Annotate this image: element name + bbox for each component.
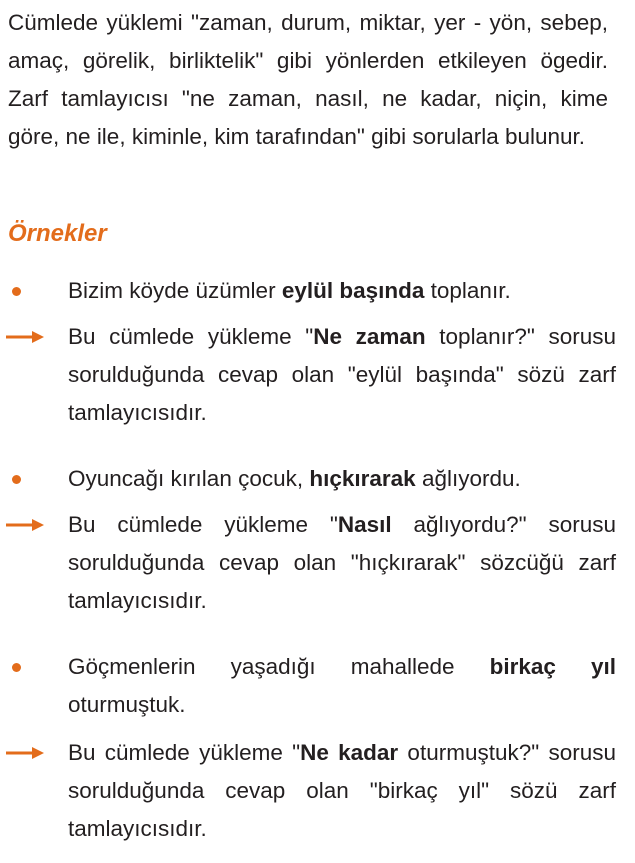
highlight: eylül başında [281,278,425,303]
explanation-text: Bu cümlede yükleme "Ne kadar oturmuştuk?" sorusu sorulduğunda cevap olan "birkaç yıl" sözü zarf tamlayıcısıdır. [68,740,617,841]
arrow-icon [6,518,46,532]
dot-icon [12,663,21,672]
arrow-marker [0,506,60,544]
section-heading: Örnekler [8,220,107,247]
highlight: hıçkırarak [309,466,416,491]
dot-icon [12,287,21,296]
sentence-text: Oyuncağı kırılan çocuk, hıçkırarak ağlıyordu. [68,466,521,491]
dot-icon [12,475,21,484]
sentence-text: Göçmenlerin yaşadığı mahallede birkaç yıl oturmuştuk. [68,654,616,717]
explanation-text: Bu cümlede yükleme "Nasıl ağlıyordu?" sorusu sorulduğunda cevap olan "hıçkırarak" sözcüğü zarf tamlayıcısıdır. [68,512,616,613]
arrow-marker [0,734,60,772]
arrow-marker [0,318,60,356]
intro-paragraph: Cümlede yüklemi "zaman, durum, miktar, yer - yön, sebep, amaç, görelik, birliktelik" gibi yönlerden etkileyen ögedir. Zarf tamlayıcısı "ne zaman, nasıl, ne kadar, niçin, kime göre, ne ile, kiminle, kim tarafından" gibi sorularla bulunur. [8,10,608,149]
highlight: Ne kadar [300,740,399,765]
bullet-marker [0,648,60,686]
sentence-text: Bizim köyde üzümler eylül başında toplanır. [68,278,511,303]
highlight: Nasıl [337,512,392,537]
bullet-marker [0,272,60,310]
arrow-icon [6,746,46,760]
highlight: birkaç yıl [489,654,616,679]
bullet-marker [0,460,60,498]
highlight: Ne zaman [313,324,426,349]
explanation-text: Bu cümlede yükleme "Ne zaman toplanır?" sorusu sorulduğunda cevap olan "eylül başında" sözü zarf tamlayıcısıdır. [68,324,616,425]
arrow-icon [6,330,46,344]
